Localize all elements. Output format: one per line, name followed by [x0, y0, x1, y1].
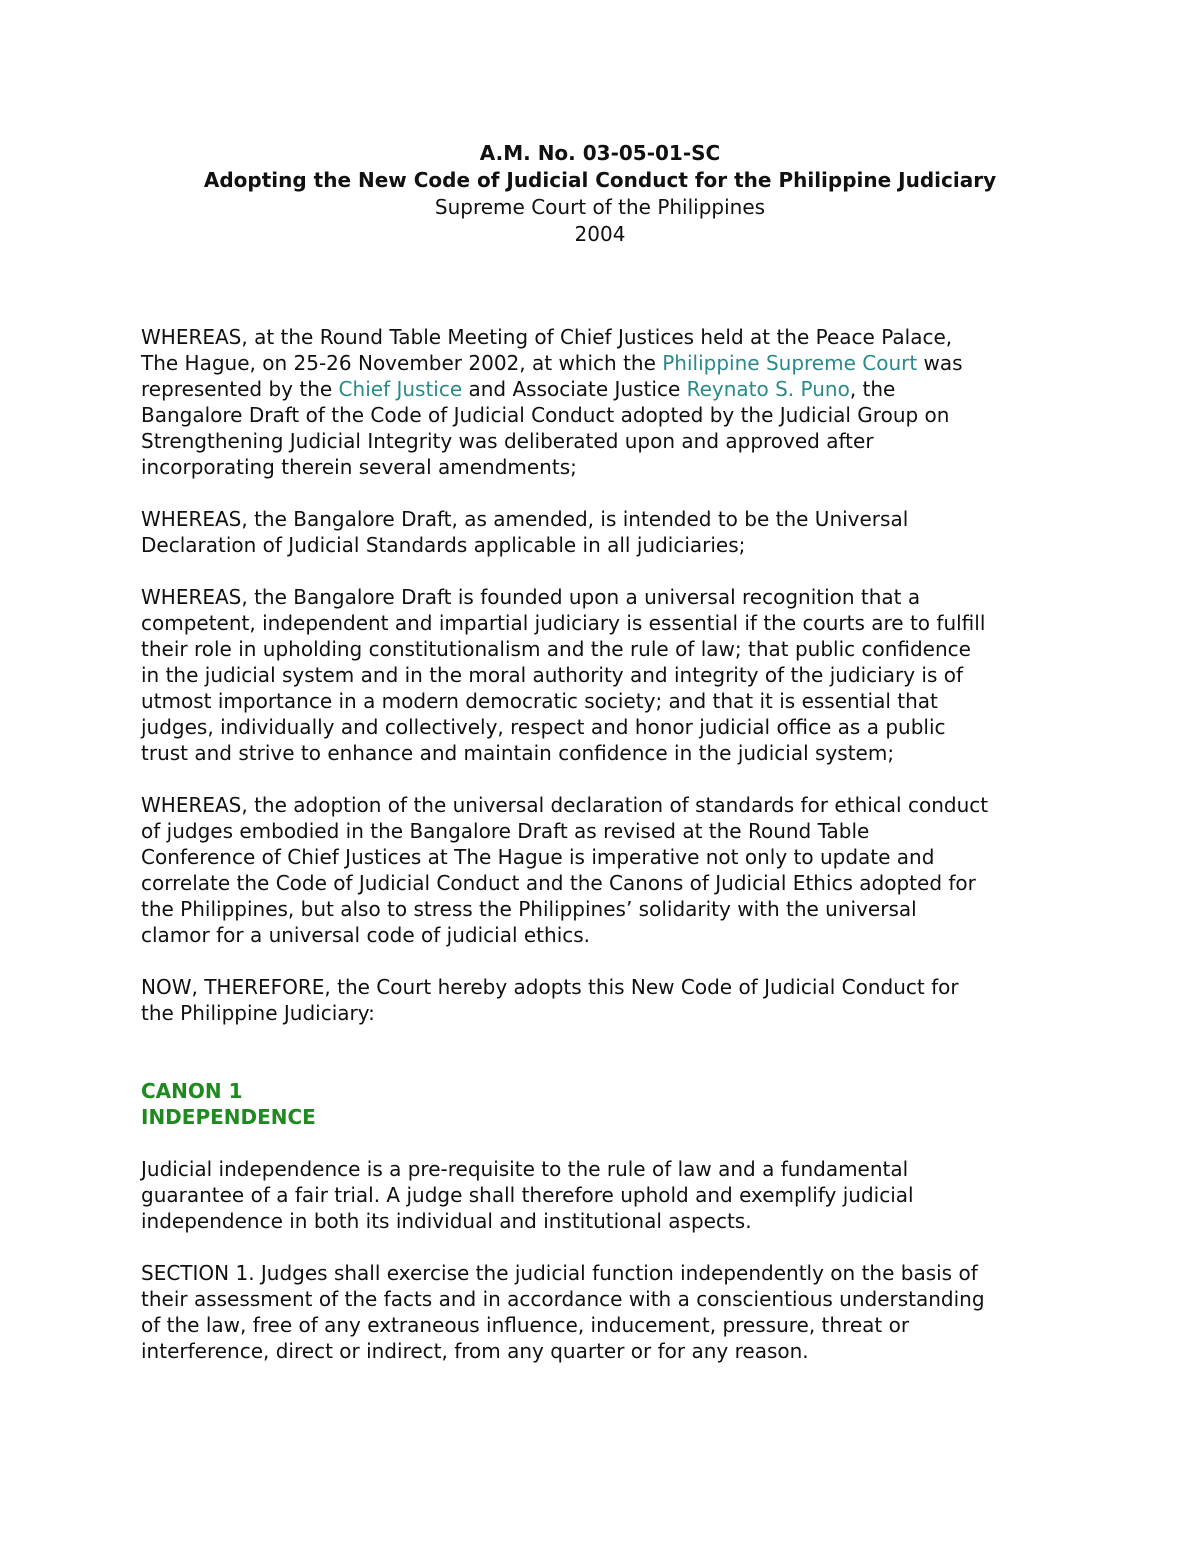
text-line: independence in both its individual and institutional aspects. [141, 1209, 752, 1233]
canon-intro-paragraph [141, 1156, 1101, 1234]
text-line: SECTION 1. Judges shall exercise the judicial function independently on the basis of [141, 1261, 978, 1285]
whereas-paragraph-4 [141, 792, 1101, 948]
text-line: Bangalore Draft of the Code of Judicial Conduct adopted by the Judicial Group on [141, 403, 950, 427]
text-line: clamor for a universal code of judicial ethics. [141, 923, 591, 947]
text-line: Declaration of Judicial Standards applicable in all judiciaries; [141, 533, 746, 557]
whereas-paragraph-3 [141, 584, 1101, 766]
text-segment: and Associate Justice [462, 377, 687, 401]
text-line: interference, direct or indirect, from any quarter or for any reason. [141, 1339, 809, 1363]
text-line: their role in upholding constitutionalism and the rule of law; that public confidence [141, 637, 971, 661]
text-line [141, 376, 1101, 402]
text-line: guarantee of a fair trial. A judge shall therefore uphold and exemplify judicial [141, 1183, 914, 1207]
document-issuer: Supreme Court of the Philippines [434, 195, 766, 219]
text-segment: was [917, 351, 963, 375]
text-line: competent, independent and impartial judiciary is essential if the courts are to fulfill [141, 611, 986, 635]
text-line: Judicial independence is a pre-requisite to the rule of law and a fundamental [141, 1157, 909, 1181]
now-therefore-paragraph [141, 974, 1101, 1026]
text-line: WHEREAS, the Bangalore Draft is founded upon a universal recognition that a [141, 585, 921, 609]
text-line: WHEREAS, the Bangalore Draft, as amended, is intended to be the Universal [141, 507, 909, 531]
section-1-paragraph [141, 1260, 1101, 1364]
text-line: the Philippine Judiciary: [141, 1001, 375, 1025]
text-line: of judges embodied in the Bangalore Draft as revised at the Round Table [141, 819, 870, 843]
canon-name: INDEPENDENCE [141, 1105, 316, 1129]
text-line: correlate the Code of Judicial Conduct and the Canons of Judicial Ethics adopted for [141, 871, 976, 895]
text-line: Conference of Chief Justices at The Hague is imperative not only to update and [141, 845, 935, 869]
text-line: incorporating therein several amendments; [141, 455, 577, 479]
document-title: Adopting the New Code of Judicial Conduct for the Philippine Judiciary [203, 168, 997, 192]
text-line: utmost importance in a modern democratic society; and that it is essential that [141, 689, 938, 713]
text-line: their assessment of the facts and in accordance with a conscientious understanding [141, 1287, 985, 1311]
whereas-paragraph-2 [141, 506, 1101, 558]
text-line: judges, individually and collectively, respect and honor judicial office as a public [141, 715, 946, 739]
whereas-paragraph-1 [141, 324, 1101, 480]
text-segment: , the [849, 377, 896, 401]
text-line: in the judicial system and in the moral authority and integrity of the judiciary is of [141, 663, 964, 687]
canon-number: CANON 1 [141, 1079, 243, 1103]
text-line [141, 350, 1101, 376]
text-line: WHEREAS, at the Round Table Meeting of Chief Justices held at the Peace Palace, [141, 325, 953, 349]
document-number: A.M. No. 03-05-01-SC [479, 141, 721, 165]
text-line: of the law, free of any extraneous influence, inducement, pressure, threat or [141, 1313, 910, 1337]
link-chief-justice[interactable]: Chief Justice [338, 377, 463, 401]
link-philippine-supreme-court[interactable]: Philippine Supreme Court [662, 351, 918, 375]
text-line: WHEREAS, the adoption of the universal declaration of standards for ethical conduct [141, 793, 989, 817]
text-line: Strengthening Judicial Integrity was deliberated upon and approved after [141, 429, 874, 453]
document-header [0, 140, 1200, 248]
text-segment: represented by the [141, 377, 339, 401]
link-reynato-puno[interactable]: Reynato S. Puno [686, 377, 850, 401]
text-line: NOW, THEREFORE, the Court hereby adopts this New Code of Judicial Conduct for [141, 975, 959, 999]
document-year: 2004 [574, 222, 626, 246]
text-line: the Philippines, but also to stress the Philippines’ solidarity with the universal [141, 897, 917, 921]
text-segment: The Hague, on 25-26 November 2002, at which the [141, 351, 663, 375]
canon-heading [141, 1078, 1101, 1130]
text-line: trust and strive to enhance and maintain confidence in the judicial system; [141, 741, 895, 765]
document-body [141, 324, 1101, 1390]
